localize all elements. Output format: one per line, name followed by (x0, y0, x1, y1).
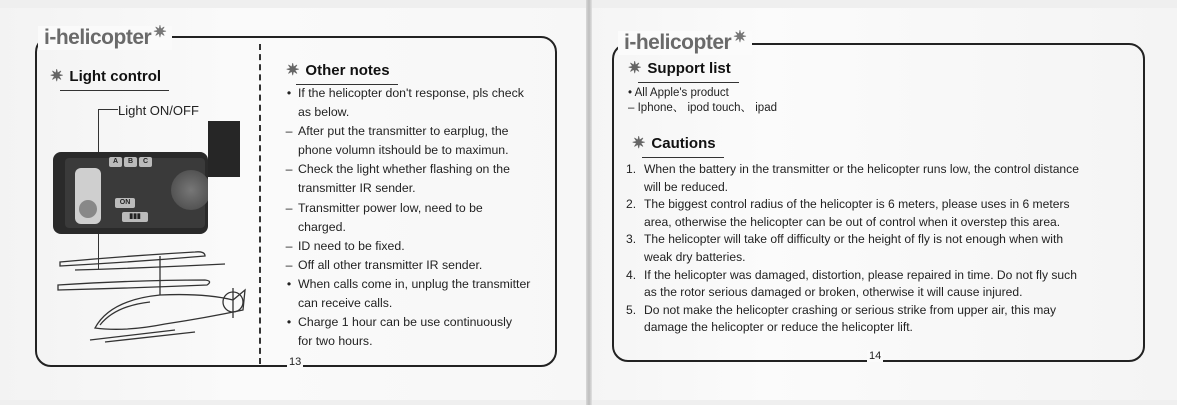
cautions-heading (632, 133, 716, 153)
support-list (628, 86, 777, 116)
note-line: – Check the light whether flashing on the (285, 162, 510, 177)
note-line: can receive calls. (298, 296, 393, 311)
right-brand-text: i-helicopter (624, 31, 732, 54)
support-item: – Iphone、 ipod touch、 ipad (628, 102, 777, 114)
upper-rotor (60, 252, 205, 266)
helicopter-illustration (55, 240, 255, 345)
left-brand-text: i-helicopter (44, 26, 152, 49)
other-notes-title: Other notes (305, 61, 390, 79)
caution-line: 3. The helicopter will take off difficulty or the height of fly is not enough when with (626, 232, 1064, 247)
right-brand-logo (618, 31, 752, 55)
note-line: as below. (298, 105, 350, 120)
sparkle-icon: ✷ (733, 29, 747, 46)
earplug-transmitter-image (208, 121, 240, 177)
support-list-title: Support list (647, 59, 731, 77)
support-item: • All Apple's product (628, 87, 729, 99)
note-line: • If the helicopter don't response, pls check (286, 86, 524, 100)
sparkle-icon: ✷ (50, 68, 64, 85)
page-number-right: 14 (869, 350, 882, 362)
button-b: B (124, 157, 137, 167)
caution-line: as the rotor serious damaged or broken, otherwise it will cause injured. (644, 285, 1023, 300)
caution-line: weak dry batteries. (644, 249, 746, 264)
left-brand-logo (38, 26, 172, 50)
phone-controller-image (53, 152, 208, 234)
sparkle-icon: ✷ (632, 135, 646, 152)
caution-line: 5. Do not make the helicopter crashing or serious strike from upper air, this may (626, 302, 1057, 317)
cautions-list (626, 161, 1126, 337)
book-fold (586, 0, 592, 405)
caution-line: damage the helicopter or reduce the helicopter lift. (644, 320, 913, 335)
note-line: – After put the transmitter to earplug, the (285, 124, 509, 139)
sparkle-icon: ✷ (628, 60, 642, 77)
direction-joystick (171, 170, 208, 210)
button-a: A (109, 157, 122, 167)
note-line: – Off all other transmitter IR sender. (285, 257, 483, 272)
caution-line: 4. If the helicopter was damaged, distortion, please repaired in time. Do not fly such (626, 267, 1077, 282)
support-list-heading (628, 58, 731, 78)
note-line: • When calls come in, unplug the transmitter (286, 276, 531, 291)
page-number-left: 13 (289, 356, 302, 368)
light-on-off-label: Light ON/OFF (118, 103, 199, 118)
signal-indicator: ▮▮▮ (122, 212, 148, 222)
helicopter-body (95, 290, 245, 329)
sparkle-icon: ✷ (286, 62, 300, 79)
lower-rotor (58, 280, 210, 290)
upper-rotor-trail (75, 264, 225, 270)
note-line: – Transmitter power low, need to be (285, 200, 483, 215)
light-control-heading (50, 66, 161, 86)
caution-line: area, otherwise the helicopter can be out of control when it overstep this area. (644, 214, 1061, 229)
other-notes-list (285, 84, 550, 351)
note-line: charged. (298, 219, 346, 234)
caution-line: 1. When the battery in the transmitter or the helicopter runs low, the control distance (626, 162, 1079, 176)
column-divider (259, 44, 261, 364)
note-line: • Charge 1 hour can be use continuously (286, 315, 512, 330)
cautions-title: Cautions (651, 134, 716, 152)
note-line: transmitter IR sender. (298, 181, 416, 196)
note-line: – ID need to be fixed. (285, 238, 405, 253)
note-line: phone volumn itshould be to maximun. (298, 143, 509, 158)
other-notes-heading (286, 60, 390, 80)
sparkle-icon: ✷ (153, 24, 167, 41)
throttle-knob (79, 200, 97, 218)
note-line: for two hours. (298, 334, 373, 349)
light-control-title: Light control (69, 67, 162, 85)
light-on-button: ON (115, 198, 135, 208)
caution-line: will be reduced. (644, 179, 729, 194)
caution-line: 2. The biggest control radius of the helicopter is 6 meters, please uses in 6 meters (626, 197, 1070, 212)
button-c: C (139, 157, 152, 167)
